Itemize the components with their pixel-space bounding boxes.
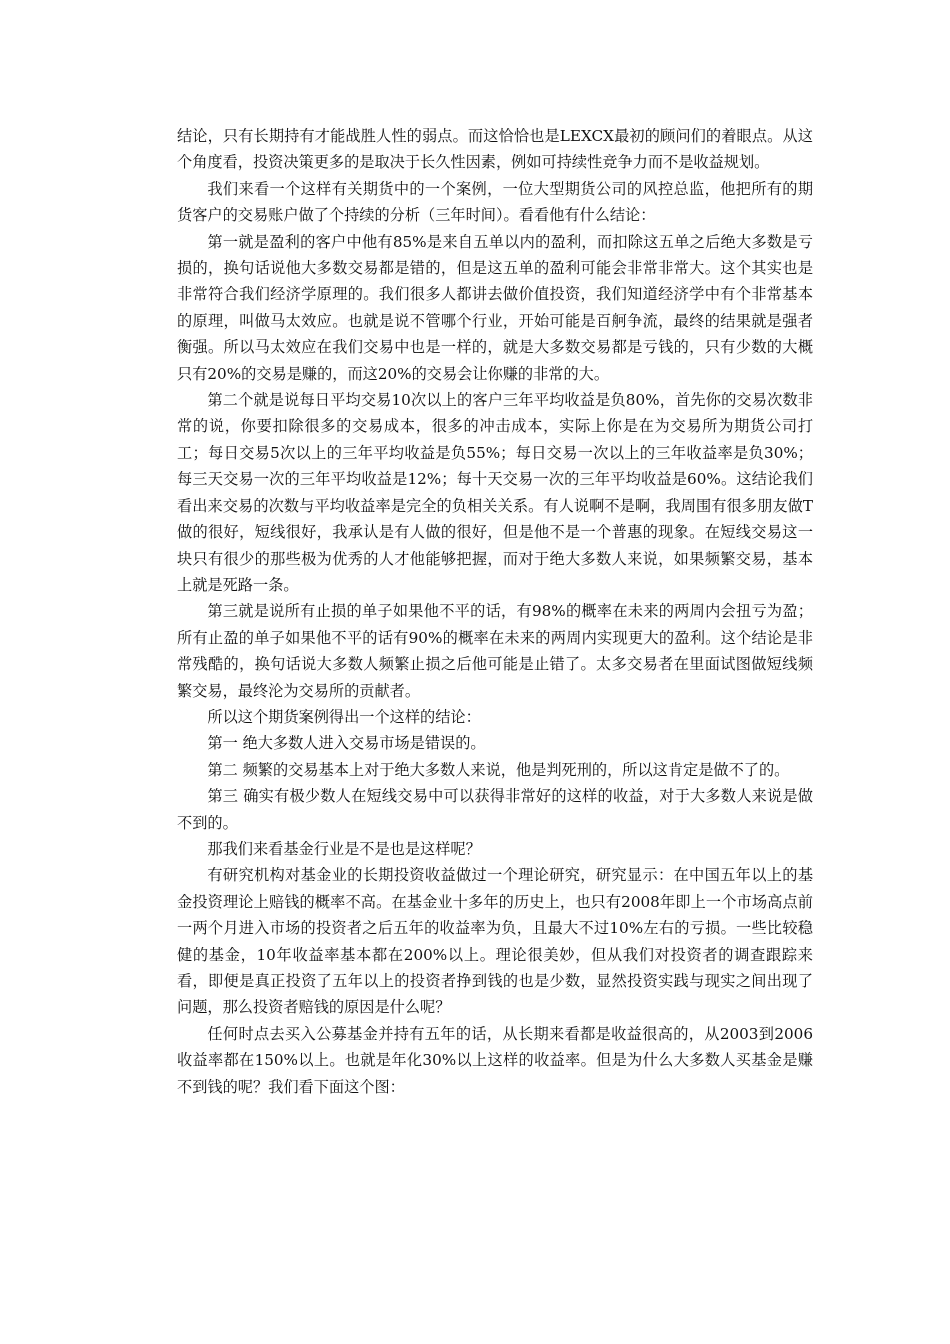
paragraph-2: 我们来看一个这样有关期货中的一个案例，一位大型期货公司的风控总监，他把所有的期货客户的交易账户做了个持续的分析（三年时间）。看看他有什么结论： <box>177 179 813 225</box>
paragraph-9: 第三 确实有极少数人在短线交易中可以获得非常好的这样的收益，对于大多数人来说是做不到的。 <box>177 787 813 832</box>
paragraph-3: 第一就是盈利的客户中他有85%是来自五单以内的盈利，而扣除这五单之后绝大多数是亏损的，换句话说他大多数交易都是错的，但是这五单的盈利可能会非常非常大。这个其实也是非常符合我们经济学原理的。我们很多人都讲去做价值投资，我们知道经济学中有个非常基本的原理，叫做马太效应。也就是说不管哪个行业，开始可能是百舸争流，最终的结果就是强者衡强。所以马太效应在我们交易中也是一样的，就是大多数交易都是亏钱的，只有少数的大概只有20%的交易是赚的，而这20%的交易会让你赚的非常的大。 <box>177 232 813 383</box>
paragraph-8: 第二 频繁的交易基本上对于绝大多数人来说，他是判死刑的，所以这肯定是做不了的。 <box>207 760 790 779</box>
paragraph-7: 第一 绝大多数人进入交易市场是错误的。 <box>207 734 486 753</box>
paragraph-10: 那我们来看基金行业是不是也是这样呢？ <box>207 839 481 858</box>
paragraph-1: 结论，只有长期持有才能战胜人性的弱点。而这恰恰也是LEXCX最初的顾问们的着眼点。从这个角度看，投资决策更多的是取决于长久性因素，例如可持续性竞争力而不是收益规划。 <box>177 127 813 172</box>
paragraph-4: 第二个就是说每日平均交易10次以上的客户三年平均收益是负80%，首先你的交易次数非常的说，你要扣除很多的交易成本，很多的冲击成本，实际上你是在为交易所为期货公司打工；每日交易5次以上的三年平均收益是负55%；每日交易一次以上的三年收益率是负30%；每三天交易一次的三年平均收益是12%；每十天交易一次的三年平均收益是60%。这结论我们看出来交易的次数与平均收益率是完全的负相关关系。有人说啊不是啊，我周围有很多朋友做T做的很好，短线很好，我承认是有人做的很好，但是他不是一个普惠的现象。在短线交易这一块只有很少的那些极为优秀的人才他能够把握，而对于绝大多数人来说，如果频繁交易，基本上就是死路一条。 <box>177 391 813 594</box>
paragraph-11: 有研究机构对基金业的长期投资收益做过一个理论研究，研究显示：在中国五年以上的基金投资理论上赔钱的概率不高。在基金业十多年的历史上，也只有2008年即上一个市场高点前一两个月进入市场的投资者之后五年的收益率为负，且最大不过10%左右的亏损。一些比较稳健的基金，10年收益率基本都在200%以上。理论很美妙，但从我们对投资者的调查跟踪来看，即便是真正投资了五年以上的投资者挣到钱的也是少数，显然投资实践与现实之间出现了问题，那么投资者赔钱的原因是什么呢？ <box>177 866 813 1017</box>
paragraph-5: 第三就是说所有止损的单子如果他不平的话，有98%的概率在未来的两周内会扭亏为盈；所有止盈的单子如果他不平的话有90%的概率在未来的两周内实现更大的盈利。这个结论是非常残酷的，换句话说大多数人频繁止损之后他可能是止错了。太多交易者在里面试图做短线频繁交易，最终沦为交易所的贡献者。 <box>177 602 813 700</box>
paragraph-12: 任何时点去买入公募基金并持有五年的话，从长期来看都是收益很高的，从2003到2006收益率都在150%以上。也就是年化30%以上这样的收益率。但是为什么大多数人买基金是赚不到钱的呢？我们看下面这个图： <box>177 1024 813 1096</box>
paragraph-6: 所以这个期货案例得出一个这样的结论： <box>207 707 481 726</box>
document-body <box>177 123 813 1100</box>
